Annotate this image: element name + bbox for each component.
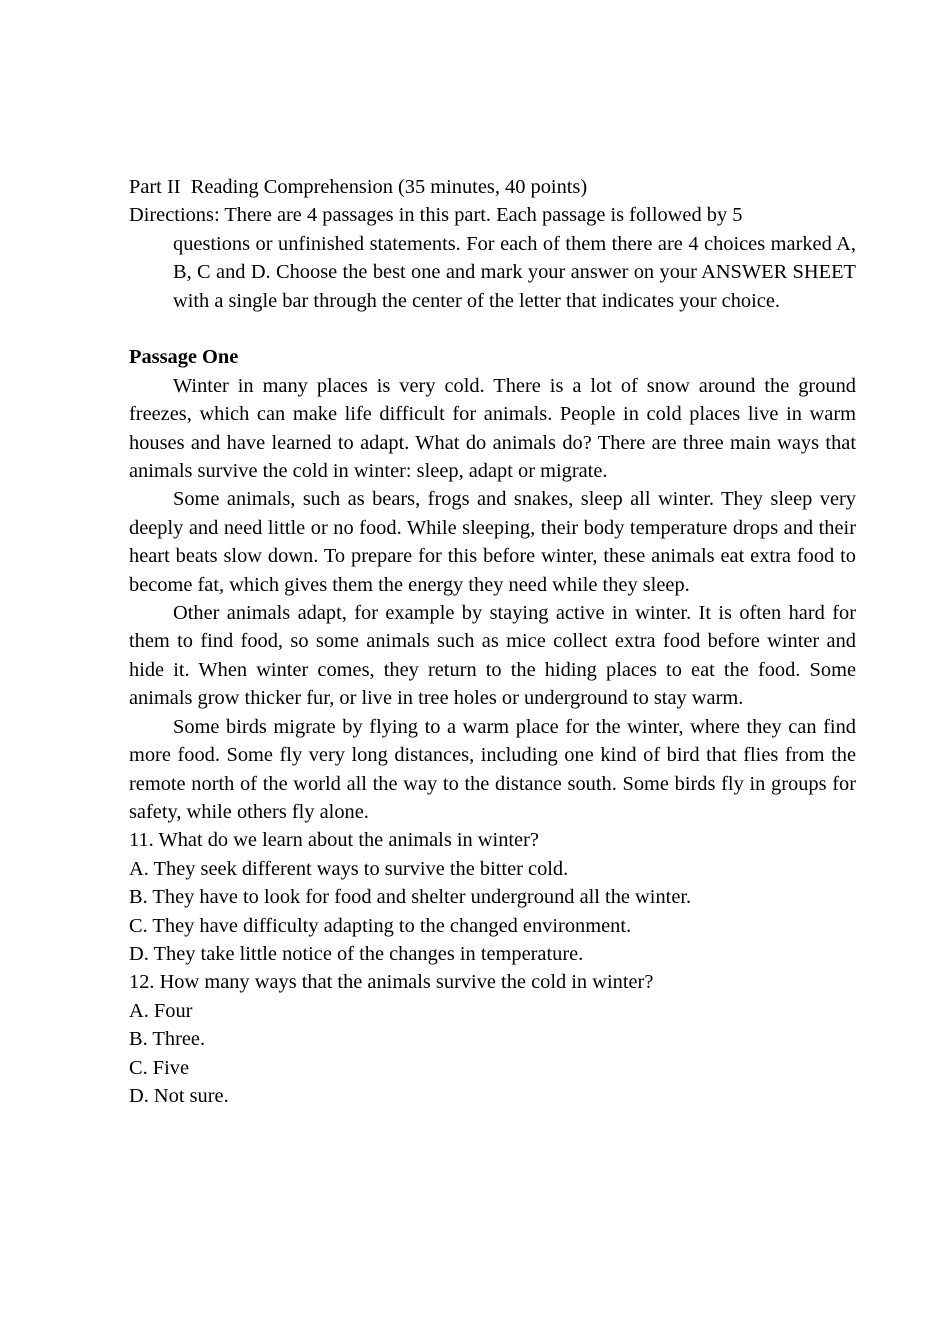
passage-title: Passage One — [129, 346, 239, 369]
section-heading: Part II Reading Comprehension (35 minutes, 40 points) — [129, 176, 588, 198]
directions-body: questions or unfinished statements. For each of them there are 4 choices marked A, B, C and D. Choose the best one and mark your answer on your ANSWER SHEET with a single bar through the center of the letter that indicates your choice. — [173, 232, 856, 312]
question-12-option-b: B. Three. — [129, 1028, 206, 1051]
question-12-option-d: D. Not sure. — [129, 1084, 229, 1107]
passage-paragraph: Some animals, such as bears, frogs and snakes, sleep all winter. They sleep very deeply and need little or no food. While sleeping, their body temperature drops and their heart beats slow down. To prepare for this before winter, these animals eat extra food to become fat, which gives them the energy they need while they sleep. — [129, 488, 856, 596]
question-12: 12. How many ways that the animals survive the cold in winter? — [129, 971, 654, 994]
question-11-option-d: D. They take little notice of the changes in temperature. — [129, 942, 584, 965]
passage-paragraph: Some birds migrate by flying to a warm place for the winter, where they can find more food. Some fly very long distances, including one kind of bird that flies from the remote north of the world all the way to the distance south. Some birds fly in groups for safety, while others fly alone. — [129, 715, 856, 823]
question-12-option-c: C. Five — [129, 1056, 190, 1079]
question-12-option-a: A. Four — [129, 999, 193, 1022]
passage-paragraph: Winter in many places is very cold. There is a lot of snow around the ground freezes, which can make life difficult for animals. People in cold places live in warm houses and have learned to adapt. What do animals do? There are three main ways that animals survive the cold in winter: sleep, adapt or migrate. — [129, 374, 856, 483]
directions-first-line: Directions: There are 4 passages in this part. Each passage is followed by 5 — [129, 204, 743, 227]
spacer — [129, 315, 856, 343]
question-11-option-c: C. They have difficulty adapting to the changed environment. — [129, 914, 632, 937]
passage-paragraph: Other animals adapt, for example by staying active in winter. It is often hard for them to find food, so some animals such as mice collect extra food before winter and hide it. When winter comes, they return to the hiding places to eat the food. Some animals grow thicker fur, or live in tree holes or underground to stay warm. — [129, 602, 856, 710]
question-11-option-a: A. They seek different ways to survive the bitter cold. — [129, 857, 569, 880]
document-page — [129, 173, 856, 1110]
question-11: 11. What do we learn about the animals in winter? — [129, 829, 539, 852]
question-11-option-b: B. They have to look for food and shelter underground all the winter. — [129, 886, 692, 909]
